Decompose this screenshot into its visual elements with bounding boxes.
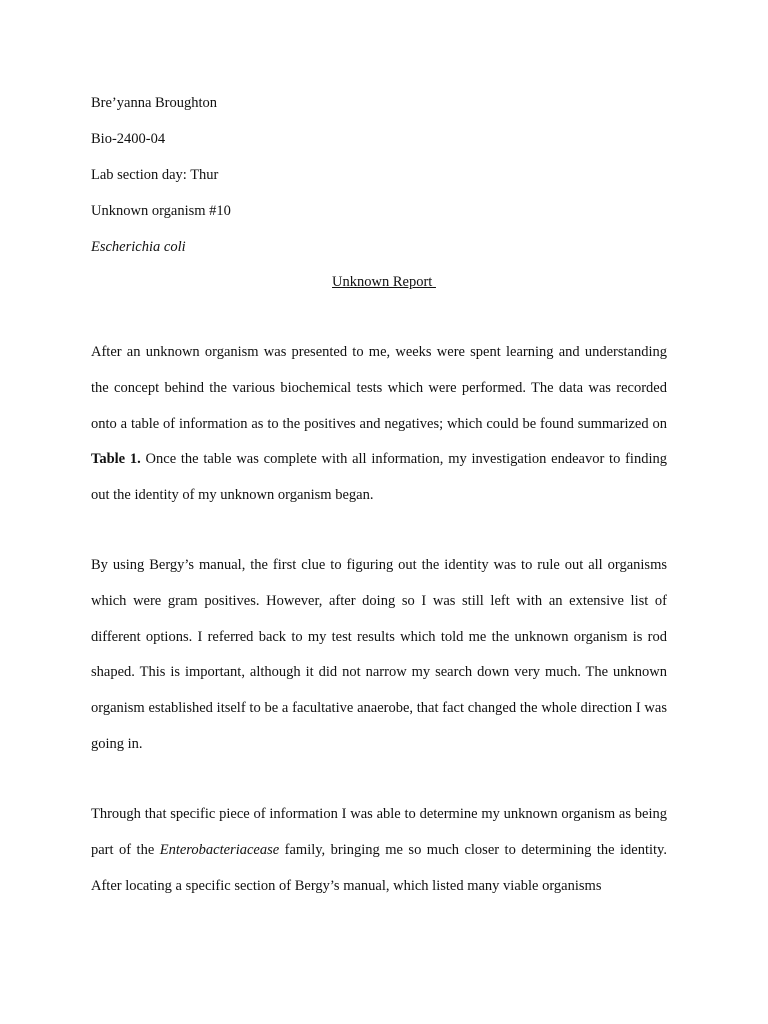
paragraph-3-text	[91, 797, 667, 904]
paragraph-1-part-1: After an unknown organism was presented to me, weeks were spent learning and understanding the concept behind the various biochemical tests which were performed. The data was recorded onto a table of information as to the positives and negatives; which could be found summarized on	[91, 344, 667, 432]
paragraph-3-part-1: Through that specific piece of information I was able to determine my unknown organism as being part of the	[91, 806, 667, 858]
paragraph-3	[91, 797, 667, 904]
paragraph-1-part-2: Once the table was complete with all information, my investigation endeavor to finding out the identity of my unknown organism began.	[91, 451, 667, 504]
paragraph-1	[91, 335, 667, 514]
student-name: Bre’yanna Broughton	[91, 95, 218, 111]
paragraph-3-part-2: family, bringing me so much closer to determining the identity. After locating a specific section of Bergy’s manual, which listed many viable organisms	[91, 841, 667, 894]
student-header	[91, 93, 691, 273]
report-title-text: Unknown Report	[332, 274, 436, 290]
report-title	[0, 272, 768, 292]
lab-section: Lab section day: Thur	[91, 167, 219, 183]
unknown-number: Unknown organism #10	[91, 203, 231, 219]
paragraph-2-text: By using Bergy’s manual, the first clue to figuring out the identity was to rule out all organisms which were gram positives. However, after doing so I was still left with an extensive list of different options. I referred back to my test results which told me the unknown organism is rod shaped. This is important, although it did not narrow my search down very much. The unknown organism established itself to be a facultative anaerobe, that fact changed the whole direction I was going in.	[91, 557, 667, 752]
paragraph-2	[91, 548, 667, 763]
organism-name: Escherichia coli	[91, 239, 186, 255]
table-reference: Table 1.	[91, 451, 141, 468]
family-name: Enterobacteriacease	[159, 841, 280, 858]
course-code: Bio-2400-04	[91, 131, 166, 147]
paragraph-1-text	[91, 335, 667, 514]
